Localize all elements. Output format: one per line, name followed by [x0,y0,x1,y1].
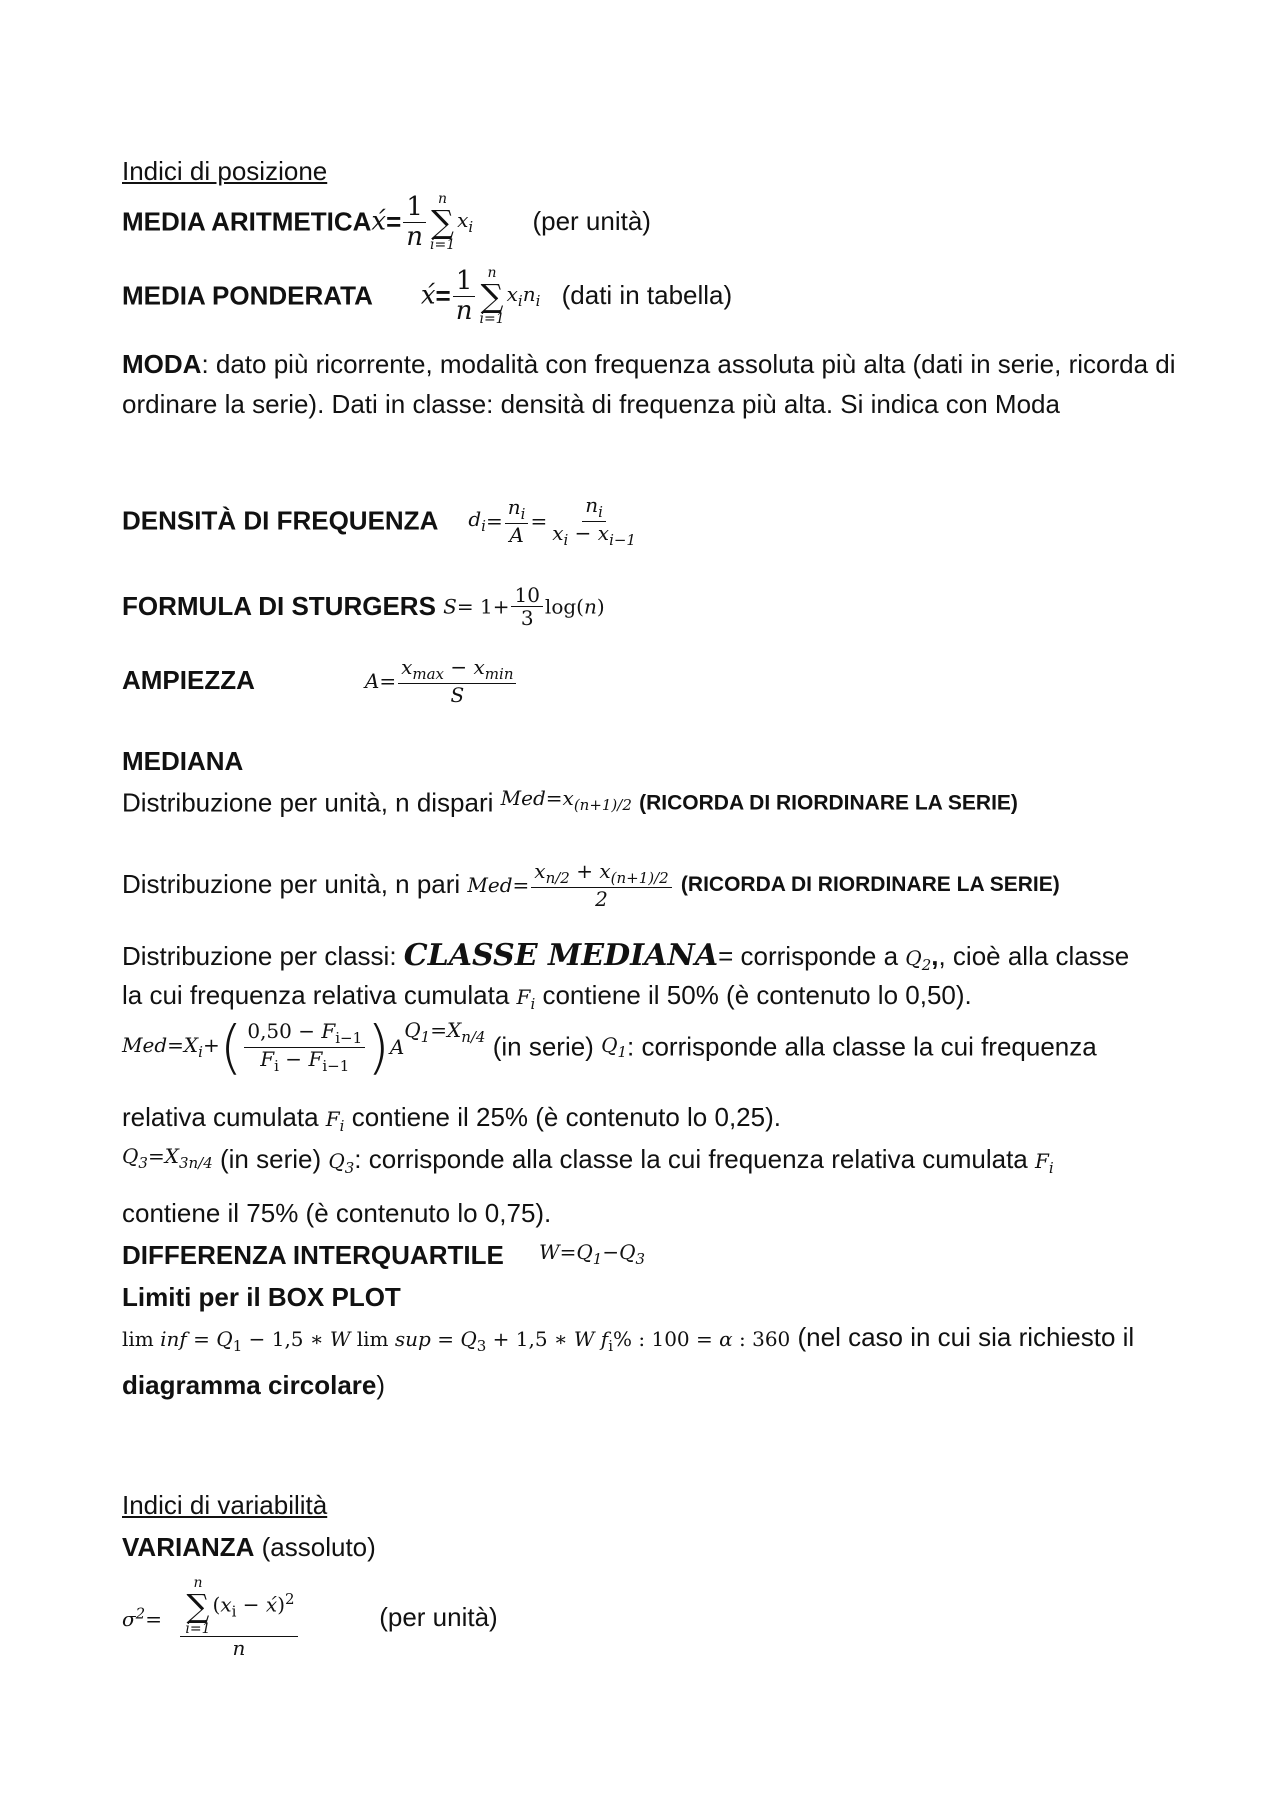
reminder-dispari: (RICORDA DI RIORDINARE LA SERIE) [639,791,1018,815]
classe-mediana: CLASSE MEDIANA [403,938,719,973]
moda-label: MODA [122,349,202,379]
classi-line2-suffix: contiene il 50% (è contenuto lo 0,50). [535,980,972,1010]
mediana-dispari-text: Distribuzione per unità, n dispari [122,787,494,818]
mediana-dispari-row: Distribuzione per unità, n dispari $^{Med=x_{(n+1)/2}}$ (RICORDA DI RIORDINARE LA SERIE) [122,786,1018,818]
mediana-title: MEDIANA [122,746,244,776]
xbar-symbol: x́ [371,206,387,237]
classi-prefix: Distribuzione per classi: [122,941,404,971]
densita-row: DENSITÀ DI FREQUENZA $d_i=$ $\frac{n_i}{A}$ = $\frac{n_i}{x_i - x_{i-1}}$ [122,493,636,549]
densita-label: DENSITÀ DI FREQUENZA [122,505,439,536]
sturgers-row: FORMULA DI STURGERS S= 1+ $\frac{10}{3}$ log(n) [122,583,605,630]
q3-text: : corrisponde alla classe la cui frequenza relativa cumulata [354,1144,1035,1174]
varianza-formula-row: $\sigma^2=$ n ∑ i=1 ($x_i$ − x́)$^2$ n (per unità) [122,1575,498,1660]
classi-mid: = corrisponde a [718,941,906,971]
q1-line-2: relativa cumulata $F_i$ contiene il 25% (è contenuto lo 0,25). [122,1102,781,1135]
q1-line2-suffix: contiene il 25% (è contenuto lo 0,25). [344,1102,781,1132]
media-aritmetica-label: MEDIA ARITMETICA [122,206,372,237]
boxplot-label: Limiti per il BOX PLOT [122,1282,401,1312]
varianza-label: VARIANZA [122,1532,255,1562]
moda-text: : dato più ricorrente, modalità con frequenza assoluta più alta (dati in serie, ricorda di ordinare la serie). Dati in classe: densità di frequenza più alta. Si indica con Moda [122,349,1176,419]
q3-line-2 [122,1198,551,1229]
boxplot-formula-row: lim inf = $Q_1 - 1,5$ ∗ W lim sup = $Q_3 + 1,5$ ∗ W $f_i\%$ : 100 = α : 360 (nel caso in cui sia richiesto il [122,1322,1135,1355]
boxplot-note-suffix: ) [376,1370,386,1400]
media-ponderata-label: MEDIA PONDERATA [122,280,373,311]
interquartile-label: DIFFERENZA INTERQUARTILE [122,1240,504,1270]
mediana-label [122,746,243,777]
classi-line-2: la cui frequenza relativa cumulata $F_i$ contiene il 50% (è contenuto lo 0,50). [122,980,972,1013]
ampiezza-row: AMPIEZZA A= $\frac{x_{max} - x_{min}}{S}$ [122,656,518,706]
boxplot-note-line-2 [122,1370,385,1401]
med-formula-row: $Med=X_i+$( $\frac{0,50 - F_{i-1}}{F_i - F_{i-1}}$ )$A^{Q_1=X_{n/4}}$ (in serie) $Q_1$: corrisponde alla classe la cui frequenza [122,1013,1097,1081]
media-aritmetica-note: (per unità) [532,206,651,237]
boxplot-title [122,1282,401,1313]
classi-line2-prefix: la cui frequenza relativa cumulata [122,980,517,1010]
classi-line-1: Distribuzione per classi: CLASSE MEDIANA= corrisponde a $Q_2$,, cioè alla classe [122,938,1130,974]
mediana-pari-text: Distribuzione per unità, n pari [122,869,461,900]
fraction-one-over-n: $\frac{1}{n}$ [403,193,426,251]
ampiezza-label: AMPIEZZA [122,665,255,696]
sturgers-label: FORMULA DI STURGERS [122,590,436,621]
reminder-pari: (RICORDA DI RIORDINARE LA SERIE) [680,873,1060,897]
q3-line-1: $^{Q_3=X_{3n/4}}$ (in serie) $Q_3$: corrisponde alla classe la cui frequenza relativa cumulata $F_i$ [122,1144,1054,1177]
q1-line2-prefix: relativa cumulata [122,1102,326,1132]
moda-paragraph [122,344,1182,424]
fraction-one-over-n-2: $\frac{1}{n}$ [453,267,476,325]
media-aritmetica-row: MEDIA ARITMETICAx́= $\frac{1}{n}$ n ∑ i=1 $x_i$ (per unità) [122,191,651,253]
varianza-row [122,1532,376,1563]
in-serie-1: (in serie) [485,1031,602,1062]
section-title-position: Indici di posizione [122,156,328,186]
q1-text: : corrisponde alla classe la cui frequenza [627,1031,1097,1062]
varianza-note: (per unità) [379,1601,498,1632]
summation-symbol-2: n ∑ i=1 [479,265,505,327]
summation-symbol: n ∑ i=1 [430,191,456,253]
media-ponderata-note: (dati in tabella) [561,280,733,311]
mediana-pari-row: Distribuzione per unità, n pari Med= $\frac{x_{n/2} + x_{(n+1)/2}}{2}$ (RICORDA DI RIORDINARE LA SERIE) [122,859,1060,911]
in-serie-2: (in serie) [212,1144,329,1174]
boxplot-note-bold: diagramma circolare [122,1370,377,1400]
boxplot-note-prefix: (nel caso in cui sia richiesto il [790,1322,1135,1352]
q3-line2-text: contiene il 75% (è contenuto lo 0,75). [122,1198,552,1228]
media-ponderata-row: MEDIA PONDERATA x́= $\frac{1}{n}$ n ∑ i=1 $x_in_i$ (dati in tabella) [122,265,733,327]
classi-after-q2: , cioè alla classe [938,941,1130,971]
section-title-variability: Indici di variabilità [122,1490,328,1520]
varianza-suffix: (assoluto) [254,1532,376,1562]
interquartile-row: DIFFERENZA INTERQUARTILE $^{W=Q_1-Q_3}$ [122,1240,646,1270]
